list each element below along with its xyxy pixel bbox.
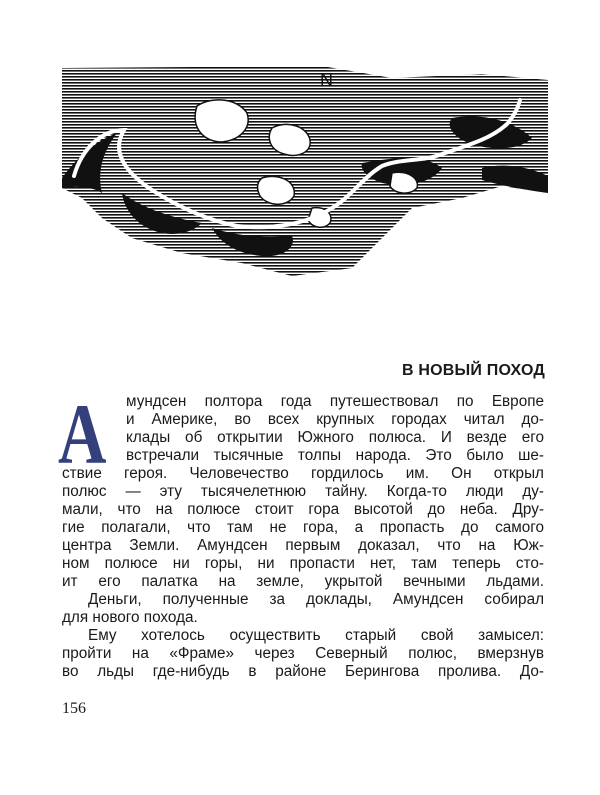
- text-line: полюс — эту тысячелетнюю тайну. Когда-то люди ду-: [62, 483, 544, 500]
- text-line: встречали тысячные толпы народа. Это было ше-: [126, 447, 544, 464]
- text-line: Ему хотелось осуществить старый свой замысел:: [88, 627, 544, 644]
- compass-north-label: N: [320, 70, 333, 90]
- text-line: ит его палатка на земле, укрытой вечными льдами.: [62, 573, 544, 590]
- route-map-illustration: [62, 58, 548, 280]
- text-line: ном полюсе ни горы, ни пропасти нет, там теперь сто-: [62, 555, 544, 572]
- text-line: пройти на «Фраме» через Северный полюс, вмерзнув: [62, 645, 544, 662]
- text-line: во льды где-нибудь в районе Берингова пролива. До-: [62, 663, 544, 680]
- drop-cap-letter: А: [58, 386, 107, 482]
- text-line: Деньги, полученные за доклады, Амундсен собирал: [88, 591, 544, 608]
- chapter-title: В НОВЫЙ ПОХОД: [402, 362, 545, 379]
- text-line: мундсен полтора года путешествовал по Европе: [126, 393, 544, 410]
- text-line: для нового похода.: [62, 609, 198, 626]
- text-line: и Америке, во всех крупных городах читал до-: [126, 411, 544, 428]
- text-line: гие полагали, что там не гора, а пропасть до самого: [62, 519, 544, 536]
- page-number: 156: [62, 700, 86, 717]
- text-line: мали, что на полюсе стоит гора высотой до неба. Дру-: [62, 501, 544, 518]
- sea-hatching: [62, 66, 548, 276]
- text-line: ствие героя. Человечество гордилось им. Он открыл: [62, 465, 544, 482]
- text-line: центра Земли. Амундсен первым доказал, что на Юж-: [62, 537, 544, 554]
- text-line: клады об открытии Южного полюса. И везде его: [126, 429, 544, 446]
